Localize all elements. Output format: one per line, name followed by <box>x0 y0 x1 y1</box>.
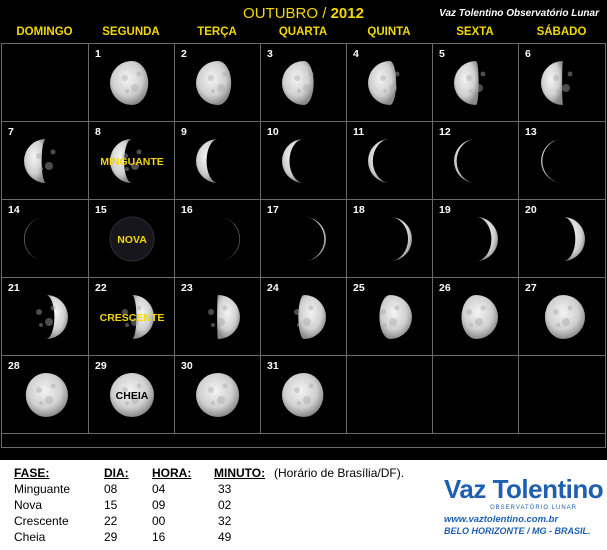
legend-row-dia: 15 <box>104 498 118 512</box>
day-number: 18 <box>353 204 365 216</box>
day-number: 23 <box>181 282 193 294</box>
phase-label: MINGUANTE <box>100 156 164 168</box>
legend-row-hora: 00 <box>152 514 166 528</box>
day-number: 21 <box>8 282 20 294</box>
day-cell <box>88 43 175 122</box>
weekday-label: SEGUNDA <box>102 26 160 38</box>
day-number: 6 <box>525 48 531 60</box>
grid-footer-row <box>1 433 606 448</box>
day-cell <box>1 277 89 356</box>
day-number: 19 <box>439 204 451 216</box>
moon-phase-icon <box>21 292 71 347</box>
weekday-label: SEXTA <box>456 26 494 38</box>
brand-city: BELO HORIZONTE / MG - BRASIL. <box>444 526 591 536</box>
phase-label: NOVA <box>117 234 147 246</box>
day-number: 3 <box>267 48 273 60</box>
day-cell <box>174 121 261 200</box>
day-number: 25 <box>353 282 365 294</box>
moon-phase-icon <box>365 136 415 191</box>
moon-phase-icon <box>538 136 588 191</box>
legend-header-dia: DIA: <box>104 466 129 480</box>
moon-phase-icon <box>193 370 243 425</box>
legend-row-hora: 09 <box>152 498 166 512</box>
legend-header-minuto: MINUTO: <box>214 466 266 480</box>
day-cell <box>1 355 89 434</box>
moon-phase-icon <box>365 292 415 347</box>
day-cell <box>432 121 519 200</box>
day-number: 9 <box>181 126 187 138</box>
day-cell <box>518 121 606 200</box>
legend-row-fase: Crescente <box>14 514 69 528</box>
day-number: 22 <box>95 282 107 294</box>
phase-label: CRESCENTE <box>99 312 165 324</box>
day-cell <box>260 199 347 278</box>
legend-row-dia: 29 <box>104 530 118 544</box>
legend-row-fase: Minguante <box>14 482 71 496</box>
day-cell <box>518 199 606 278</box>
weekday-label: SÁBADO <box>536 26 587 38</box>
legend-note: (Horário de Brasília/DF). <box>274 466 405 480</box>
weekday-label: QUARTA <box>278 26 328 38</box>
day-cell <box>88 121 175 200</box>
moon-phase-icon <box>451 58 501 113</box>
empty-cell <box>346 355 433 434</box>
day-number: 13 <box>525 126 537 138</box>
moon-phase-icon <box>21 370 71 425</box>
brand-url-link[interactable]: www.vaztolentino.com.br <box>444 514 559 525</box>
day-cell <box>346 277 433 356</box>
day-number: 28 <box>8 360 20 372</box>
day-cell <box>174 43 261 122</box>
day-cell <box>432 199 519 278</box>
title-separator: / <box>318 5 331 22</box>
moon-phase-icon <box>279 292 329 347</box>
day-cell <box>88 199 175 278</box>
day-number: 31 <box>267 360 279 372</box>
day-number: 26 <box>439 282 451 294</box>
year: 2012 <box>330 5 364 22</box>
day-number: 24 <box>267 282 279 294</box>
weekday-label: TERÇA <box>197 26 237 38</box>
day-number: 8 <box>95 126 101 138</box>
day-cell <box>432 43 519 122</box>
phase-label: CHEIA <box>115 390 149 402</box>
day-number: 17 <box>267 204 279 216</box>
day-cell <box>174 199 261 278</box>
moon-phase-icon <box>279 58 329 113</box>
day-number: 7 <box>8 126 14 138</box>
day-number: 12 <box>439 126 451 138</box>
day-cell <box>518 277 606 356</box>
empty-cell <box>518 355 606 434</box>
month-name: OUTUBRO <box>243 5 319 22</box>
day-cell <box>1 199 89 278</box>
day-number: 27 <box>525 282 537 294</box>
empty-cell <box>1 43 89 122</box>
day-number: 14 <box>8 204 20 216</box>
legend-row-minuto: 49 <box>218 530 232 544</box>
moon-phase-icon <box>21 136 71 191</box>
day-cell <box>174 355 261 434</box>
moon-phase-icon <box>451 136 501 191</box>
day-number: 1 <box>95 48 101 60</box>
legend-row-hora: 04 <box>152 482 166 496</box>
day-cell <box>260 355 347 434</box>
day-number: 5 <box>439 48 445 60</box>
legend-row-hora: 16 <box>152 530 166 544</box>
moon-phase-icon <box>193 214 243 269</box>
day-cell <box>260 121 347 200</box>
legend-row-minuto: 33 <box>218 482 232 496</box>
day-number: 15 <box>95 204 107 216</box>
moon-phase-icon <box>538 292 588 347</box>
moon-phase-icon <box>107 58 157 113</box>
day-cell <box>346 199 433 278</box>
credit-text: Vaz Tolentino Observatório Lunar <box>439 8 599 19</box>
legend-row-minuto: 32 <box>218 514 232 528</box>
moon-phase-icon <box>193 58 243 113</box>
moon-phase-icon <box>21 214 71 269</box>
moon-phase-icon <box>279 370 329 425</box>
brand-subtitle: OBSERVATÓRIO LUNAR <box>490 505 578 511</box>
moon-phase-icon <box>365 58 415 113</box>
moon-phase-icon <box>193 292 243 347</box>
day-cell <box>346 121 433 200</box>
moon-phase-icon <box>365 214 415 269</box>
moon-phase-icon <box>279 136 329 191</box>
day-cell <box>260 43 347 122</box>
legend-header-fase: FASE: <box>14 466 50 480</box>
day-number: 30 <box>181 360 193 372</box>
day-number: 20 <box>525 204 537 216</box>
day-number: 11 <box>353 126 365 138</box>
legend-row-fase: Cheia <box>14 530 46 544</box>
moon-phase-icon <box>538 58 588 113</box>
day-number: 10 <box>267 126 279 138</box>
weekday-label: DOMINGO <box>16 26 73 38</box>
day-cell <box>432 277 519 356</box>
weekday-label: QUINTA <box>367 26 411 38</box>
legend-row-fase: Nova <box>14 498 43 512</box>
day-cell <box>1 121 89 200</box>
brand-logo: Vaz Tolentino <box>444 474 604 504</box>
moon-phase-icon <box>451 214 501 269</box>
day-cell <box>260 277 347 356</box>
empty-cell <box>432 355 519 434</box>
day-cell <box>88 277 175 356</box>
moon-phase-icon <box>279 214 329 269</box>
day-number: 4 <box>353 48 359 60</box>
moon-phase-icon <box>451 292 501 347</box>
moon-phase-icon <box>193 136 243 191</box>
day-number: 16 <box>181 204 193 216</box>
moon-phase-icon <box>538 214 588 269</box>
legend-row-dia: 22 <box>104 514 118 528</box>
day-number: 29 <box>95 360 107 372</box>
day-number: 2 <box>181 48 187 60</box>
legend-row-dia: 08 <box>104 482 118 496</box>
day-cell <box>346 43 433 122</box>
legend-row-minuto: 02 <box>218 498 232 512</box>
legend-header-hora: HORA: <box>152 466 192 480</box>
day-cell <box>174 277 261 356</box>
day-cell <box>518 43 606 122</box>
day-cell <box>88 355 175 434</box>
